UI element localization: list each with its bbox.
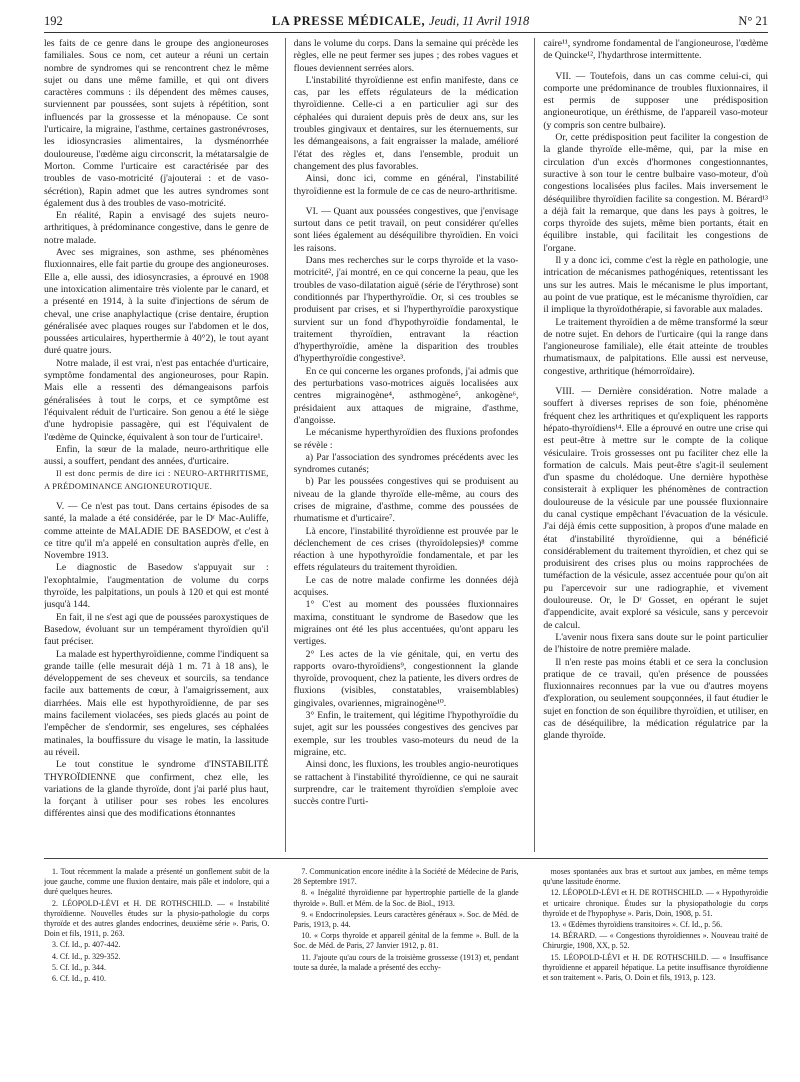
paragraph: En ce qui concerne les organes profonds, j'ai admis que des perturbations vaso-motrices aiguës localisées aux centres migrainogène⁴, asthmogène⁵, ankogène⁶, présidaient aux attaques de migraine, d'asthme, d'angoisse. — [293, 365, 519, 426]
issue-number: N° 21 — [738, 14, 768, 28]
footnote: 7. Communication encore inédite à la Société de Médecine de Paris, 28 Septembre 1917. — [293, 867, 519, 887]
section-v: V. — Ce n'est pas tout. Dans certains épisodes de sa santé, la malade a été considérée, par le Dʳ Mac-Auliffe, comme atteinte de MALADIE DE BASEDOW, et c'est à ce titre qu'il m'a appelé en consultation auprès d'elle, en Novembre 1913. — [44, 500, 269, 562]
journal-masthead — [272, 14, 529, 29]
footnote-column-1 — [44, 867, 269, 985]
page-number: 192 — [44, 14, 63, 28]
paragraph: les faits de ce genre dans le groupe des angioneuroses familiales. Sous ce nom, cet auteur a réuni un certain nombre de syndromes qui se rencontrent chez le même sujet ou dans une même famille, et qui ont divers caractères communs : ils dépendent des mêmes causes, surviennent par poussées, sont sujets à répétition, sont influencés par la grossesse et la ménopause. Ce sont l'urticaire, la migraine, l'asthme, certaines gastronévroses, les idiosyncrasies alimentaires, la dysménorrhée douloureuse, l'œdème aigu circonscrit, la métatarsalgie de Morton. Comme l'urticaire est caractérisée par des troubles de vaso-motricité (j'ajouterai : et de vaso-sécrétion), Rapin admet que les autres syndromes sont également dus à des troubles de vaso-motricité. — [44, 38, 269, 209]
footnote: 9. « Endocrinolepsies. Leurs caractères généraux ». Soc. de Méd. de Paris, 1913, p. 44. — [293, 909, 519, 930]
paragraph: Il y a donc ici, comme c'est la règle en pathologie, une intrication de mécanismes pathogéniques, retentissant les uns sur les autres. Mais le mécanisme le plus important, au point de vue pratique, est le mécanisme thyroïdien, car il implique la thyroïdothérapie, si favorable aux malades. — [543, 255, 768, 316]
text-column-3 — [534, 38, 768, 852]
footnote-column-2 — [285, 867, 518, 985]
paragraph: Le tout constitue le syndrome d'INSTABILITÉ THYROÏDIENNE que confirment, chez elle, les variations de la glande thyroïde, dont j'ai parlé plus haut, la forçant à utiliser pour ses robes les encolures différentes ainsi que des modifications étonnantes — [44, 759, 269, 820]
paragraph: L'avenir nous fixera sans doute sur le point particulier de l'histoire de notre première malade. — [543, 631, 768, 656]
text-column-2 — [285, 38, 519, 852]
paragraph: Notre malade, il est vrai, n'est pas entachée d'urticaire, symptôme fondamental des angioneuroses, pour Rapin. Mais elle a ressenti des démangeaisons parfois généralisées à tout le corps, et ce symptôme est l'équivalent réduit de l'urticaire. Son genou a été le siège d'une hydropisie passagère, qui est l'équivalent de l'œdème de Quincke, équivalent à son tour de l'urticaire¹. — [44, 357, 269, 443]
section-vi: VI. — Quant aux poussées congestives, que j'envisage surtout dans ce petit travail, on peut considérer qu'elles sont liées également au déséquilibre thyroïdien. En voici les raisons. — [293, 205, 519, 254]
paragraph: Or, cette prédisposition peut faciliter la congestion de la glande thyroïde elle-même, qui, par la mise en circulation d'un excès d'hormones congestionnantes, suractive à son tour le centre bulbaire vaso-moteur, d'où congestions localisées plus faciles. Mais inversement le déséquilibre thyroïdien facilite sa congestion. M. Bérard¹³ a déjà fait la remarque, que dans les pays à goitres, le corps thyroïde des sujets, même bien portants, était en équilibre instable, qui facilitait les congestions de l'organe. — [543, 132, 768, 254]
paragraph: L'instabilité thyroïdienne est enfin manifeste, dans ce cas, par les effets régulateurs de la médication thyroïdienne. Celle-ci a en particulier agi sur des céphalées qui duraient depuis près de deux ans, sur les troubles gingivaux et dentaires, sur les éternuements, sur les démangeaisons, a fait engraisser la malade, amélioré l'état des règles et, dans l'ensemble, produit un changement des plus favorables. — [293, 74, 519, 172]
footnote: 12. LÉOPOLD-LÉVI et H. DE ROTHSCHILD. — « Hypothyroïdie et urticaire chronique. Études sur la physiopathologie du corps thyroïde et de l'hypophyse ». Paris, Doin, 1908, p. 51. — [542, 888, 768, 918]
journal-title: LA PRESSE MÉDICALE, — [271, 14, 426, 28]
paragraph: caire¹¹, syndrome fondamental de l'angioneurose, l'œdème de Quincke¹², l'hydarthrose intermittente. — [543, 38, 768, 62]
paragraph: Il est donc permis de dire ici : NEURO-ARTHRITISME, A PRÉDOMINANCE ANGIONEUROTIQUE. — [44, 469, 269, 491]
page-header — [44, 14, 768, 33]
paragraph: Le traitement thyroïdien a de même transformé la sœur de notre sujet. En dehors de l'urticaire (qui la range dans l'angioneurose familiale), elle était atteinte de troubles rhumatismaux, de palpitations. Elle aussi est nerveuse, congestive, arthritique (hémorroïdaire). — [543, 316, 768, 377]
footnote: 14. BÉRARD. — « Congestions thyroïdiennes ». Nouveau traité de Chirurgie, 1908, XX, p. 52. — [542, 931, 768, 951]
footnote: 2. LÉOPOLD-LÉVI et H. DE ROTHSCHILD. — « Instabilité thyroïdienne. Nouvelles études sur la physio-pathologie du corps thyroïde et des autres glandes endocrines, deuxième série ». Paris, O. Doin et fils, 1911, p. 263. — [44, 898, 270, 939]
footnote: 3. Cf. Id., p. 407-442. — [52, 940, 121, 950]
section-viii: VIII. — Dernière considération. Notre malade a souffert à diverses reprises de son foie, phénomène fréquent chez les arthritiques et qu'expliquent les rapports hépato-thyroïdiens¹⁴. Elle a éprouvé en outre une crise qui est peut-être à mettre sur le compte de la colique vésiculaire. Trois grossesses ont pu faciliter chez elle la formation de calculs. Mais peut-être s'agit-il seulement d'un spasme du cholédoque. Une dernière hypothèse consisterait à expliquer les phénomènes de contraction douloureuse de la vésicule par une poussée fluxionnaire du canal cystique empêchant l'évacuation de la vésicule. J'ai déjà émis cette supposition, à propos d'une malade en état d'instabilité thyroïdienne, qui a bénéficié considérablement du traitement thyroïdien, et chez qui se produisirent des crises plus ou moins rapprochées de tuméfaction de la vésicule, assez accentuée pour qu'on ait pu l'apercevoir sur une radiographie, et vivement douloureuse. Or, le Dʳ Gosset, en opérant le sujet d'appendicite, avait exploré sa vésicule, sans y percevoir de calcul. — [543, 386, 768, 631]
article-body — [44, 38, 768, 852]
paragraph: dans le volume du corps. Dans la semaine qui précède les règles, elle ne peut fermer ses jupes ; des robes vagues et floues deviennent serrées alors. — [293, 38, 519, 74]
paragraph: Enfin, la sœur de la malade, neuro-arthritique elle aussi, a souffert, pendant des années, d'urticaire. — [44, 443, 269, 468]
paragraph: En réalité, Rapin a envisagé des sujets neuro-arthritiques, à prédominance congestive, dans le genre de notre malade. — [44, 210, 269, 246]
footnote-divider — [44, 858, 768, 859]
paragraph: Là encore, l'instabilité thyroïdienne est prouvée par le déclenchement de ces crises (thyroïdolepsies)⁸ comme réaction à une hypothyroïdie fondamentale, et par les effets régulateurs du traitement thyroïdien. — [293, 525, 519, 574]
footnote: 10. « Corps thyroïde et appareil génital de la femme ». Bull. de la Soc. de Méd. de Paris, 27 Janvier 1912, p. 81. — [293, 931, 519, 951]
paragraph: Il n'en reste pas moins établi et ce sera la conclusion pratique de ce travail, qu'en présence de poussées fluxionnaires reconnues par la vue ou d'autres moyens d'exploration, ou seulement soupçonnées, il faut étudier le sujet en fonction de son équilibre thyroïdien, et utiliser, en cas de déséquilibre, la médication régulatrice par la glande thyroïde. — [543, 656, 768, 742]
footnote: 8. « Inégalité thyroïdienne par hypertrophie partielle de la glande thyroïde ». Bull. et Mém. de la Soc. de Biol., 1913. — [293, 888, 519, 908]
paragraph: Le mécanisme hyperthyroïdien des fluxions profondes se révèle : — [293, 427, 519, 451]
footnotes — [44, 867, 768, 985]
footnote: 11. J'ajoute qu'au cours de la troisième grossesse (1913) et, pendant toute sa durée, la malade a présenté des ecchy- — [293, 952, 519, 972]
footnote: 15. LÉOPOLD-LÉVI et H. DE ROTHSCHILD. — « Insuffisance thyroïdienne et appareil hépatique. La petite insuffisance thyroïdienne et son traitement ». Paris, O. Doin et fils, 1913, p. 123. — [542, 952, 768, 983]
paragraph: La malade est hyperthyroïdienne, comme l'indiquent sa grande taille (elle mesurait déjà 1 m. 71 à 18 ans), le développement de ses cheveux et sourcils, sa tendance facile aux battements de cœur, à l'amaigrissement, aux diarrhées. Mais elle est hypothyroïdienne, de par ses mains facilement violacées, ses pieds glacés au point de l'empêcher de s'endormir, ses engelures, ses céphalées matinales, la bouffissure du visage le matin, la lassitude au réveil. — [44, 648, 269, 758]
paragraph: Avec ses migraines, son asthme, ses phénomènes fluxionnaires, elle fait partie du groupe des angioneuroses. Elle a, elle aussi, des idiosyncrasies, a éprouvé en 1908 une intoxication alimentaire très violente par le canard, et a présenté en 1914, à la suite d'injections de sérum de cheval, une crise anaphylactique (crise dentaire, éruption généralisée avec plaques rouges sur l'abdomen et le dos, poussées articulaires, hyperthermie à 40°2), le tout ayant duré quatre jours. — [44, 247, 269, 357]
paragraph: 1° C'est au moment des poussées fluxionnaires maxima, constituant le syndrome de Basedow que les migraines ont été les plus accentuées, qu'ont apparu les vertiges. — [293, 599, 519, 648]
paragraph: Dans mes recherches sur le corps thyroïde et la vaso-motricité², j'ai montré, en ce qui concerne la peau, que les troubles de vaso-dilatation aiguë (série de l'érythrose) sont conditionnés par l'hyperthyroïdie. Or, si ces troubles se produisent par crises, et si l'hyperthyroïdie paroxystique survient sur un fond d'hypothyroïdie fondamental, le traitement thyroïdien, entravant la réaction d'hyperthyroïdie, amène la disparition des troubles d'hyperthyroïdie congestive³. — [293, 255, 519, 365]
footnote: 1. Tout récemment la malade a présenté un gonflement subit de la joue gauche, comme une fluxion dentaire, mais pâle et indolore, qui a duré quelques heures. — [44, 867, 270, 897]
footnote-column-3 — [535, 867, 768, 985]
paragraph: 2° Les actes de la vie génitale, qui, en vertu des rapports ovaro-thyroïdiens⁹, congestionnent la glande thyroïde, provoquent, chez la patiente, les divers ordres de fluxions (visibles, constatables, vraisemblables) gingivales, ovariennes, migrainogène¹⁰. — [293, 648, 519, 709]
paragraph: Le cas de notre malade confirme les données déjà acquises. — [293, 574, 519, 599]
footnote: 5. Cf. Id., p. 344. — [52, 962, 106, 972]
issue-date: Jeudi, 11 Avril 1918 — [429, 14, 530, 28]
paragraph: Ainsi, donc ici, comme en général, l'instabilité thyroïdienne est la formule de ce cas de neuro-arthritisme. — [293, 173, 519, 197]
paragraph: 3° Enfin, le traitement, qui légitime l'hypothyroïdie du sujet, agit sur les poussées congestives des gencives par exemple, sur les troubles vaso-moteurs du neud de la migraine, etc. — [293, 710, 519, 758]
footnote: 6. Cf. Id., p. 410. — [52, 974, 106, 984]
footnote: moses spontanées aux bras et surtout aux jambes, en même temps qu'une lassitude énorme. — [542, 867, 768, 887]
section-vii: VII. — Toutefois, dans un cas comme celui-ci, qui comporte une prédominance de troubles fluxionnaires, il est permis de supposer une prédisposition angioneurotique, un éréthisme, de l'appareil vaso-moteur (y compris son centre bulbaire). — [543, 70, 768, 131]
paragraph: b) Par les poussées congestives qui se produisent au niveau de la glande thyroïde elle-même, au cours des crises de migraine, d'asthme, comme des poussées de rhumatisme et d'urticaire⁷. — [293, 476, 519, 525]
paragraph: Ainsi donc, les fluxions, les troubles angio-neurotiques se rattachent à l'instabilité thyroïdienne, ce qui ne saurait surprendre, car le traitement thyroïdien s'emploie avec succès contre l'urti- — [293, 759, 519, 808]
paragraph: Le diagnostic de Basedow s'appuyait sur : l'exophtalmie, l'augmentation de volume du corps thyroïde, les palpitations, un pouls à 120 et qui est monté jusqu'à 144. — [44, 562, 269, 611]
footnote: 13. « Œdèmes thyroïdiens transitoires ». Cf. Id., p. 56. — [550, 920, 723, 930]
paragraph: a) Par l'association des syndromes précédents avec les syndromes cutanés; — [293, 451, 519, 476]
text-column-1 — [44, 38, 269, 852]
paragraph: En fait, il ne s'est agi que de poussées paroxystiques de Basedow, évoluant sur un tempérament thyroïdien qu'il faut préciser. — [44, 611, 269, 648]
footnote: 4. Cf. Id., p. 329-352. — [52, 951, 121, 961]
